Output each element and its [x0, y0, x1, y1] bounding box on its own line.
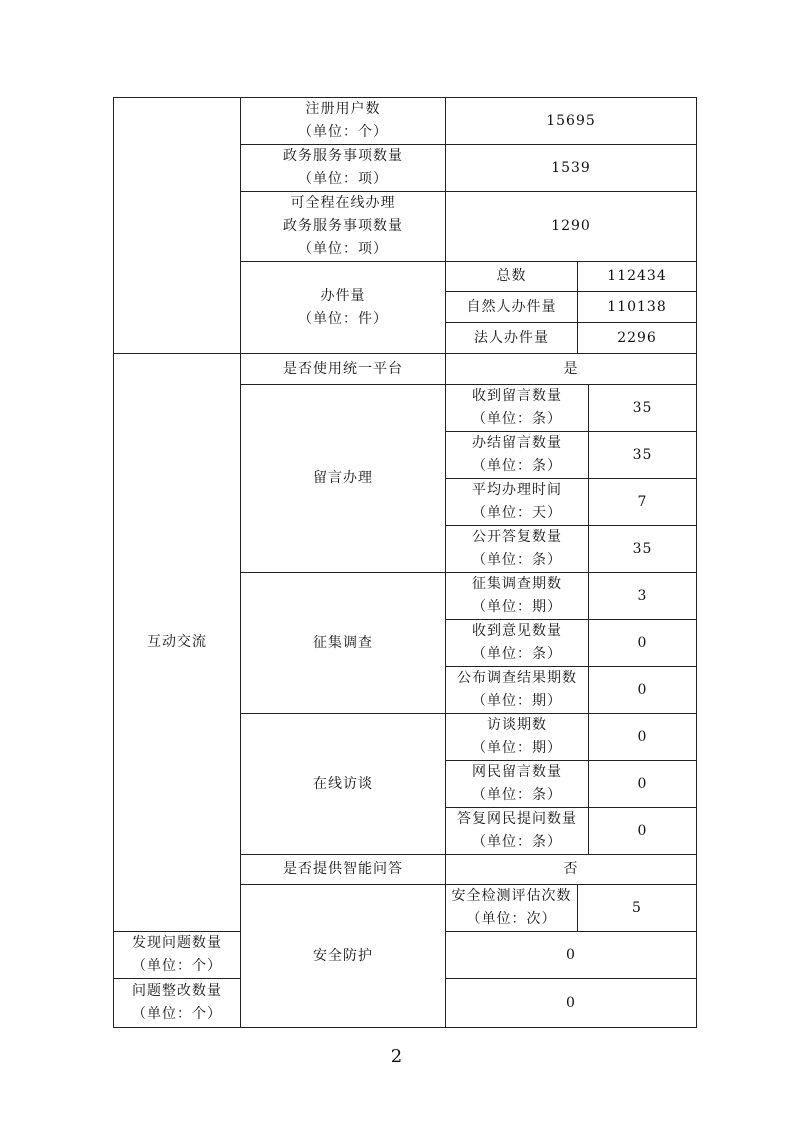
sub-metric-unit: （单位：条） [472, 834, 562, 850]
sub-metric-label: 收到意见数量 [472, 623, 562, 639]
metric-label: 办件量 [320, 287, 366, 304]
sub-metric-label: 答复网民提问数量 [457, 811, 577, 827]
metric-label: 发现问题数量 [132, 935, 222, 951]
sub-metric-label: 自然人办件量 [446, 292, 578, 323]
sub-metric-value: 0 [589, 761, 697, 808]
sub-metric-value: 35 [589, 432, 697, 479]
metric-value: 0 [446, 979, 697, 1028]
category-cell-empty [114, 98, 241, 354]
metric-label-cell [241, 262, 446, 354]
metric-label: 政务服务事项数量 [283, 218, 403, 234]
metric-value: 否 [446, 855, 697, 885]
sub-metric-label-cell [446, 573, 589, 620]
group-label: 在线访谈 [241, 714, 446, 855]
metric-unit: （单位：个） [132, 1006, 222, 1022]
metric-unit: （单位：项） [298, 241, 388, 257]
metric-unit: （单位：项） [298, 171, 388, 187]
group-label: 征集调查 [241, 573, 446, 714]
metric-value: 15695 [446, 98, 697, 145]
metric-label-cell [241, 145, 446, 192]
sub-metric-label: 访谈期数 [487, 717, 547, 733]
sub-metric-label: 收到留言数量 [472, 388, 562, 404]
metric-unit: （单位：个） [298, 124, 388, 140]
metric-label: 政务服务事项数量 [283, 148, 403, 164]
sub-metric-label: 办结留言数量 [472, 435, 562, 451]
table-row [114, 98, 697, 145]
metric-unit: （单位：次） [466, 911, 557, 927]
sub-metric-label: 总数 [446, 262, 578, 292]
data-table [113, 97, 697, 1028]
sub-metric-label: 法人办件量 [446, 323, 578, 354]
sub-metric-value: 110138 [578, 292, 697, 323]
sub-metric-label-cell [446, 385, 589, 432]
sub-metric-value: 3 [589, 573, 697, 620]
group-label: 留言办理 [241, 385, 446, 573]
sub-metric-label: 网民留言数量 [472, 764, 562, 780]
sub-metric-value: 35 [589, 385, 697, 432]
sub-metric-label-cell [446, 479, 589, 526]
metric-label-cell [241, 98, 446, 145]
sub-metric-unit: （单位：期） [472, 740, 562, 756]
table-row [114, 354, 697, 385]
sub-metric-label-cell [446, 714, 589, 761]
sub-metric-label: 公布调查结果期数 [457, 670, 577, 686]
metric-value: 0 [446, 932, 697, 979]
page-number: 2 [390, 1046, 403, 1067]
sub-metric-unit: （单位：条） [472, 411, 562, 427]
sub-metric-label-cell [446, 620, 589, 667]
metric-unit: （单位：件） [298, 310, 388, 327]
sub-metric-value: 112434 [578, 262, 697, 292]
sub-metric-label: 公开答复数量 [472, 529, 562, 545]
metric-label: 是否使用统一平台 [241, 354, 446, 385]
sub-metric-unit: （单位：期） [472, 693, 562, 709]
sub-metric-value: 7 [589, 479, 697, 526]
sub-metric-label-cell [446, 761, 589, 808]
sub-metric-value: 2296 [578, 323, 697, 354]
sub-metric-value: 35 [589, 526, 697, 573]
sub-metric-unit: （单位：条） [472, 458, 562, 474]
metric-label-cell [114, 979, 241, 1028]
sub-metric-label-cell [446, 432, 589, 479]
metric-label-cell [446, 885, 578, 932]
metric-label-cell [114, 932, 241, 979]
metric-unit: （单位：个） [132, 958, 222, 974]
metric-value: 1290 [446, 192, 697, 262]
metric-value: 1539 [446, 145, 697, 192]
sub-metric-label: 征集调查期数 [472, 576, 562, 592]
sub-metric-unit: （单位：天） [472, 505, 562, 521]
metric-label: 安全检测评估次数 [451, 888, 572, 904]
sub-metric-unit: （单位：条） [472, 646, 562, 662]
sub-metric-value: 0 [589, 667, 697, 714]
sub-metric-unit: （单位：条） [472, 552, 562, 568]
sub-metric-label: 平均办理时间 [472, 482, 562, 498]
metric-label: 问题整改数量 [132, 983, 222, 999]
category-cell: 安全防护 [241, 885, 446, 1028]
metric-label: 可全程在线办理 [290, 195, 396, 211]
sub-metric-unit: （单位：条） [472, 787, 562, 803]
metric-label-cell [241, 192, 446, 262]
sub-metric-label-cell [446, 808, 589, 855]
sub-metric-label-cell [446, 526, 589, 573]
sub-metric-value: 0 [589, 808, 697, 855]
metric-label: 是否提供智能问答 [241, 855, 446, 885]
sub-metric-value: 0 [589, 714, 697, 761]
metric-value: 5 [578, 885, 697, 932]
metric-value: 是 [446, 354, 697, 385]
sub-metric-label-cell [446, 667, 589, 714]
category-cell: 互动交流 [114, 354, 241, 932]
sub-metric-value: 0 [589, 620, 697, 667]
metric-label: 注册用户数 [305, 101, 381, 117]
sub-metric-unit: （单位：期） [472, 599, 562, 615]
